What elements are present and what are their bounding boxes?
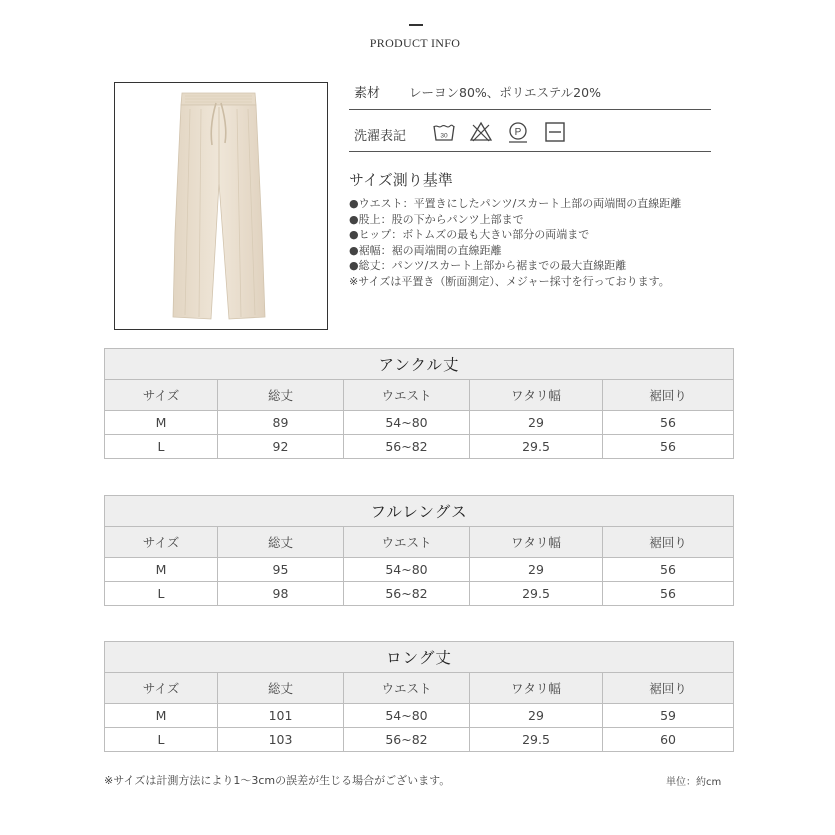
no-bleach-icon (469, 121, 493, 143)
table-row (105, 728, 734, 752)
table-cell: 56 (603, 435, 734, 459)
care-icons (432, 121, 567, 143)
col-header: ウエスト (344, 673, 470, 704)
table-cell: 92 (218, 435, 344, 459)
dry-clean-p-label: P (514, 127, 522, 138)
col-header: ウエスト (344, 527, 470, 558)
col-header: 総丈 (218, 673, 344, 704)
size-table-ankle (104, 348, 734, 459)
table-cell: 29.5 (470, 728, 603, 752)
table-cell: M (105, 704, 218, 728)
table-caption: ロング丈 (105, 642, 734, 673)
table-cell: L (105, 728, 218, 752)
table-cell: 54~80 (344, 704, 470, 728)
table-cell: 29 (470, 411, 603, 435)
table-row (105, 704, 734, 728)
material-value: レーヨン80%、ポリエステル20% (409, 85, 601, 100)
table-cell: M (105, 411, 218, 435)
table-cell: 56 (603, 411, 734, 435)
table-row (105, 435, 734, 459)
note-item: ●股上：股の下からパンツ上部まで (349, 212, 524, 226)
table-cell: L (105, 435, 218, 459)
size-guide-notes (349, 196, 681, 289)
note-item: ●ウエスト：平置きにしたパンツ/スカート上部の両端間の直線距離 (349, 197, 682, 210)
care-label: 洗濯表記 (354, 129, 407, 144)
table-cell: 56 (603, 582, 734, 606)
col-header: 総丈 (218, 527, 344, 558)
product-photo (114, 82, 328, 330)
size-guide-heading: サイズ測り基準 (349, 171, 453, 189)
col-header: 裾回り (603, 527, 734, 558)
material-label: 素材 (354, 86, 381, 101)
table-cell: 103 (218, 728, 344, 752)
col-header: 裾回り (603, 673, 734, 704)
col-header: ウエスト (344, 380, 470, 411)
title-dash (409, 24, 423, 26)
table-cell: 56 (603, 558, 734, 582)
table-cell: L (105, 582, 218, 606)
wash-30-label: 30 (440, 132, 448, 140)
table-cell: 101 (218, 704, 344, 728)
table-row (105, 558, 734, 582)
wide-pants-image (115, 83, 327, 329)
col-header: サイズ (105, 673, 218, 704)
table-cell: 98 (218, 582, 344, 606)
table-cell: M (105, 558, 218, 582)
note-item: ※サイズは平置き（断面測定）、メジャー採寸を行っております。 (349, 274, 670, 288)
col-header: 総丈 (218, 380, 344, 411)
unit-label: 単位：約cm (666, 777, 722, 788)
note-item: ●ヒップ：ボトムズの最も大きい部分の両端まで (349, 228, 590, 241)
table-row (105, 582, 734, 606)
col-header: 裾回り (603, 380, 734, 411)
size-table-full-length (104, 495, 734, 606)
table-cell: 29 (470, 558, 603, 582)
table-cell: 89 (218, 411, 344, 435)
col-header: ワタリ幅 (470, 673, 603, 704)
table-cell: 56~82 (344, 435, 470, 459)
note-item: ●裾幅：裾の両端間の直線距離 (349, 243, 502, 257)
table-cell: 56~82 (344, 728, 470, 752)
note-item: ●総丈：パンツ/スカート上部から裾までの最大直線距離 (349, 259, 627, 272)
table-cell: 60 (603, 728, 734, 752)
size-table-long (104, 641, 734, 752)
measurement-note: ※サイズは計測方法により1〜3cmの誤差が生じる場合がございます。 (104, 774, 451, 787)
page-title: PRODUCT INFO (369, 36, 461, 50)
table-row (105, 411, 734, 435)
divider (349, 109, 711, 110)
wash-30-icon (432, 121, 456, 143)
col-header: サイズ (105, 380, 218, 411)
dry-clean-p-icon (506, 121, 530, 143)
table-cell: 54~80 (344, 411, 470, 435)
table-cell: 29.5 (470, 435, 603, 459)
table-cell: 59 (603, 704, 734, 728)
table-caption: フルレングス (105, 496, 734, 527)
col-header: ワタリ幅 (470, 527, 603, 558)
flat-dry-icon (543, 121, 567, 143)
divider (349, 151, 711, 152)
table-cell: 54~80 (344, 558, 470, 582)
table-cell: 29 (470, 704, 603, 728)
col-header: ワタリ幅 (470, 380, 603, 411)
col-header: サイズ (105, 527, 218, 558)
table-cell: 29.5 (470, 582, 603, 606)
table-cell: 95 (218, 558, 344, 582)
table-cell: 56~82 (344, 582, 470, 606)
table-caption: アンクル丈 (105, 349, 734, 380)
